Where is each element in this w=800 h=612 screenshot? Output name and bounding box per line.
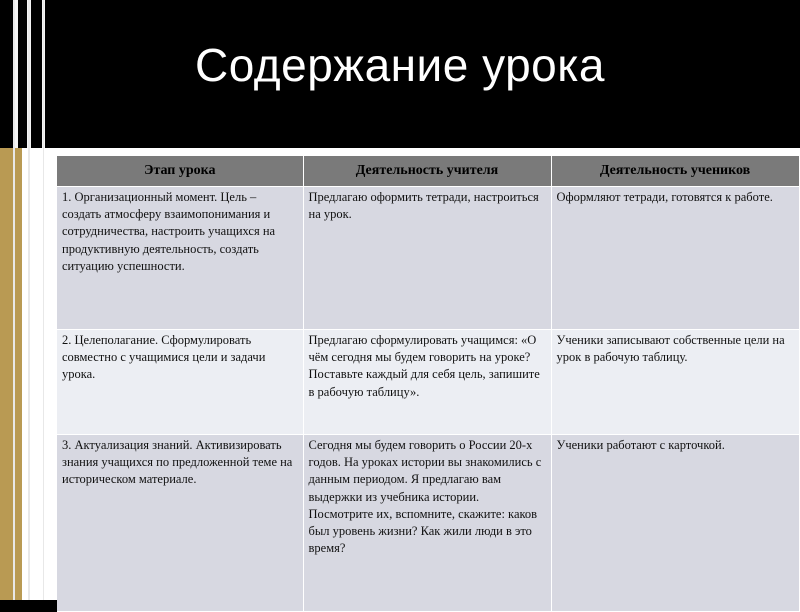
stage-cell: 2. Целеполагание. Сформулировать совместно с учащимися цели и задачи урока. xyxy=(57,330,303,435)
students-cell: Оформляют тетради, готовятся к работе. xyxy=(551,187,799,330)
decor-line xyxy=(13,0,15,600)
students-cell: Ученики работают с карточкой. xyxy=(551,435,799,612)
header-stage: Этап урока xyxy=(57,156,303,187)
table-row xyxy=(57,330,799,435)
slide-title: Содержание урока xyxy=(195,39,605,91)
stage-cell: 3. Актуализация знаний. Активизировать знания учащихся по предложенной теме на историческом материале. xyxy=(57,435,303,612)
table-row xyxy=(57,435,799,612)
table-row xyxy=(57,187,799,330)
table-header-row xyxy=(57,156,799,187)
lesson-table xyxy=(57,156,800,612)
decor-line xyxy=(43,0,44,600)
header-student-activity: Деятельность учеников xyxy=(551,156,799,187)
teacher-cell: Предлагаю сформулировать учащимся: «О чём сегодня мы будем говорить на уроке? Поставьте каждый для себя цель, запишите в рабочую таблицу». xyxy=(303,330,551,435)
teacher-cell: Сегодня мы будем говорить о России 20-х годов. На уроках истории вы знакомились с данным периодом. Я предлагаю вам выдержки из учебника истории. Посмотрите их, вспомните, скажите: каков был уровень жизни? Как жили люди в это время? xyxy=(303,435,551,612)
students-cell: Ученики записывают собственные цели на урок в рабочую таблицу. xyxy=(551,330,799,435)
decor-line xyxy=(28,0,30,600)
header-teacher-activity: Деятельность учителя xyxy=(303,156,551,187)
stage-cell: 1. Организационный момент. Цель – создать атмосферу взаимопонимания и сотрудничества, настроить учащихся на продуктивную деятельность, создать ситуацию успешности. xyxy=(57,187,303,330)
teacher-cell: Предлагаю оформить тетради, настроиться на урок. xyxy=(303,187,551,330)
gold-accent-bar xyxy=(0,148,22,600)
